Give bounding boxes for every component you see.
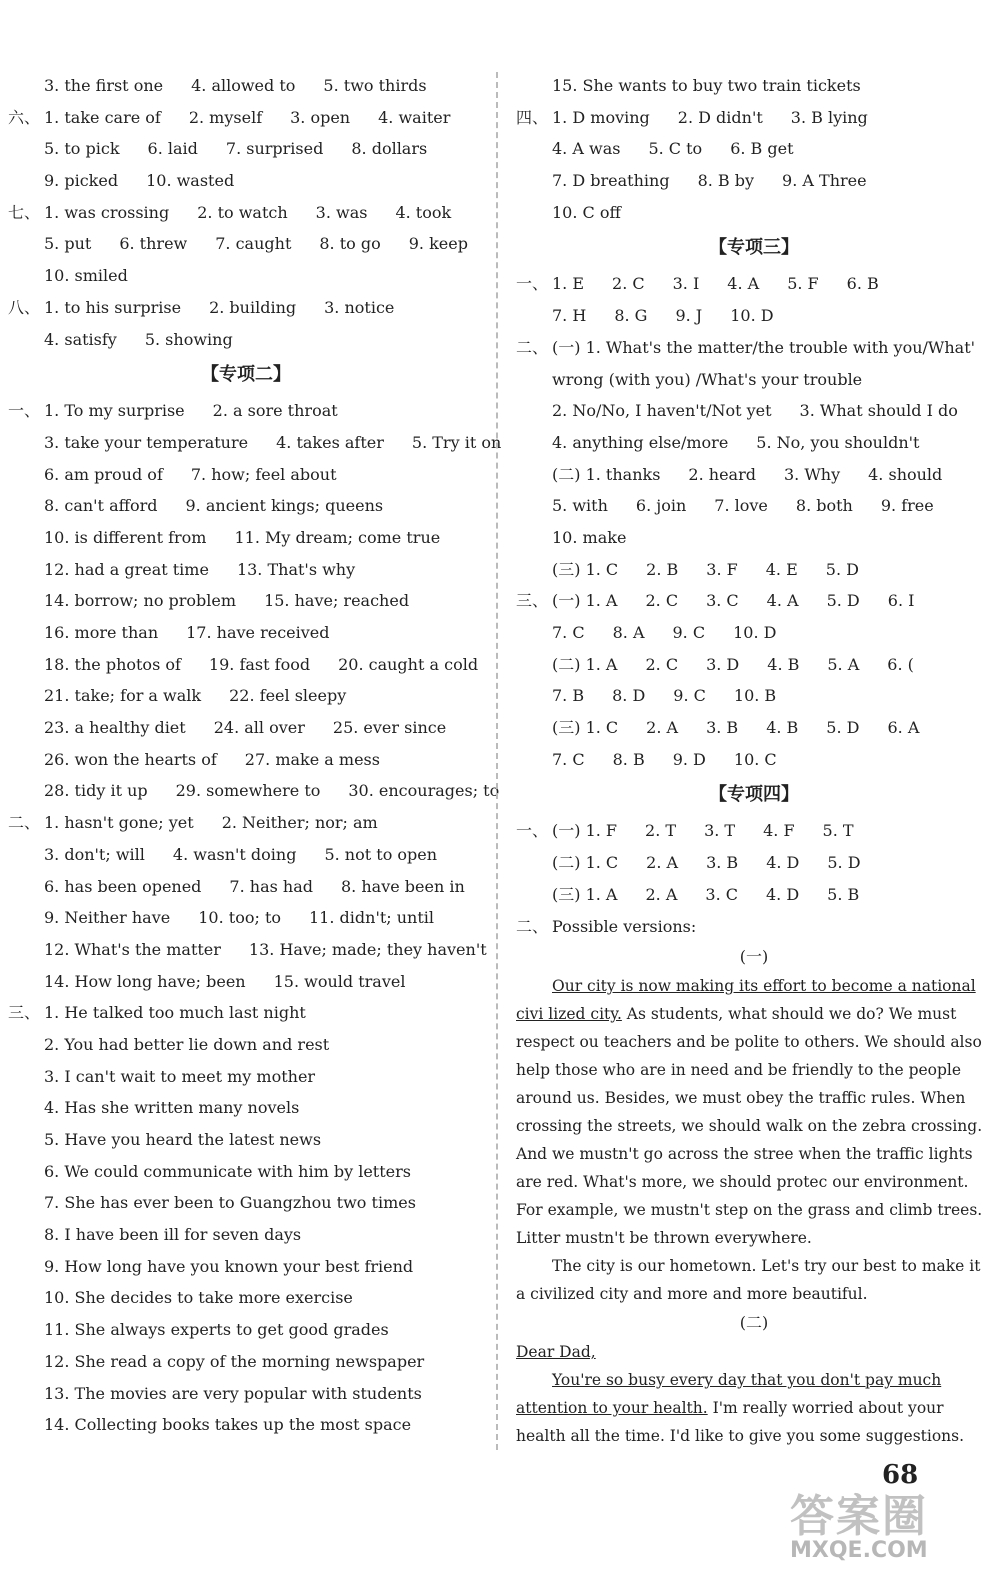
answer-item: 1. hasn't gone; yet [44,813,194,833]
answer-item: 4. allowed to [191,76,296,95]
underlined-sentence: Our city is now making its effort to become a national civi lized city. [516,977,976,1024]
answer-item: 28. tidy it up [44,781,148,801]
answer-line [516,554,992,586]
answer-item: 5. two thirds [323,76,427,95]
answer-item: 6. A [887,718,920,738]
answer-item: 24. all over [213,718,305,738]
answer-line [8,459,484,491]
answer-item: 26. won the hearts of [44,749,217,769]
answer-item: 3. C [705,884,738,904]
section-marker: 六、 [8,107,41,127]
answer-item: 2. building [209,297,297,317]
answer-item: 5. Have you heard the latest news [44,1130,322,1149]
answer-line [8,902,484,934]
answer-line [8,934,487,966]
answer-item: 5. C to [648,139,703,159]
answer-item: 10. C off [552,202,621,222]
answer-item: 3. was [315,202,368,222]
answer-item: 2. A [645,884,678,904]
answer-item: 3. take your temperature [44,432,249,452]
answer-line [8,102,484,134]
section-marker: 一、 [516,821,549,841]
answer-line [516,197,992,229]
answer-line [8,649,484,681]
answer-item: (一) 1. What's the matter/the trouble with you/What' [552,337,976,357]
answer-item: 14. How long have; been [44,971,246,991]
section-marker: 二、 [516,916,549,936]
answer-item: 1. He talked too much last night [44,1003,306,1023]
answer-item: 7. surprised [225,139,324,159]
answer-line [8,522,484,554]
answer-line [8,839,484,871]
answer-line [8,554,484,586]
answer-line [8,1219,484,1251]
answer-item: 2. C [612,274,645,294]
answer-item: 4. E [765,559,798,579]
answer-item: 13. Have; made; they haven't [248,939,487,959]
answer-line [516,490,992,522]
answer-item: 9. Neither have [44,908,171,928]
answer-item: 2. heard [688,464,756,484]
answer-item: 4. anything else/more [552,432,729,452]
section-marker: 三、 [8,1003,41,1023]
answer-line [8,966,484,998]
answer-item: 9. picked [44,171,119,191]
answer-item: 6. ( [887,654,914,674]
answer-item: 5. No, you shouldn't [756,432,920,452]
section-marker: 七、 [8,202,41,222]
answer-item: 8. B by [697,171,755,191]
answer-item: 3. notice [324,297,395,317]
answer-item: 2. C [645,591,679,611]
answer-item: 7. B [552,686,585,706]
answer-item: 5. showing [144,329,233,349]
answer-item: 9. keep [408,234,468,254]
answer-item: 5. T [822,821,854,841]
answer-item: 2. B [646,559,679,579]
answer-line [8,1346,484,1378]
answer-item: 4. A was [552,139,621,159]
answer-line [8,1029,484,1061]
answer-item: 2. a sore throat [212,401,338,421]
answer-line [8,490,484,522]
answer-item: 6. B [846,274,879,294]
answer-item: 10. D [733,623,777,642]
answer-item: 2. to watch [197,202,288,222]
answer-item: 11. My dream; come true [234,527,441,547]
answer-item: 8. B [612,749,645,769]
answer-item: 6. B get [730,139,794,159]
answer-line [8,1314,484,1346]
answer-item: 6. threw [119,234,188,254]
section-heading-4: 【专项四】 [709,784,799,806]
answer-line [8,395,484,427]
answer-item: 3. F [706,559,738,579]
answer-line [516,70,992,102]
answer-line [516,744,992,776]
page-number: 68 [882,1460,919,1490]
answer-block-part1 [8,70,484,355]
answer-item: 10. is different from [44,527,207,547]
answer-line [516,364,992,396]
answer-item: 13. The movies are very popular with students [44,1383,422,1403]
answer-item: 6. has been opened [44,876,202,896]
answer-item: 8. I have been ill for seven days [44,1225,302,1245]
answer-block-part2 [8,395,502,1441]
answer-item: 9. C [672,623,706,642]
answer-item: 23. a healthy diet [44,718,186,738]
answer-item: 15. would travel [273,971,406,991]
answer-item: 7. caught [215,234,292,254]
answer-item: 2. T [645,821,677,841]
essay-two [516,1308,992,1450]
answer-line [8,1156,484,1188]
answer-item: 3. B [706,718,739,738]
answer-item: 12. She read a copy of the morning newspaper [44,1351,425,1371]
answer-item: 8. have been in [341,876,465,896]
answer-line [8,133,484,165]
answer-line [8,585,484,617]
answer-item: 2. You had better lie down and rest [44,1034,330,1054]
answer-line [516,649,992,681]
answer-line [516,332,992,364]
column-divider [496,72,498,1450]
answer-item: 10. C [733,749,777,769]
section-heading-3: 【专项三】 [709,237,799,259]
left-column [8,70,502,1441]
answer-item: 30. encourages; to [348,781,500,801]
answer-item: 7. She has ever been to Guangzhou two times [44,1193,416,1213]
answer-line [8,1251,484,1283]
answer-item: 19. fast food [208,654,311,674]
answer-item: 3. B lying [790,107,868,127]
answer-item: 2. Neither; nor; am [221,813,378,833]
answer-item: 8. both [795,496,853,516]
answer-item: 9. How long have you known your best friend [44,1256,414,1276]
answer-item: 13. That's why [236,559,356,579]
answer-item: 21. take; for a walk [44,686,202,706]
essay-one-paragraph-2: The city is our hometown. Let's try our best to make it a civilized city and more and more beautiful. [516,1257,981,1304]
answer-line [8,1378,484,1410]
answer-item: 27. make a mess [244,749,380,769]
answer-item: 10. wasted [146,171,235,191]
answer-item: 6. I [887,591,915,611]
answer-line [516,712,992,744]
answer-item: 9. J [675,306,703,326]
answer-item: 10. smiled [44,266,128,286]
answer-item: 9. C [673,686,706,706]
answer-item: 3. What should I do [799,401,958,421]
answer-item: 3. open [290,107,351,127]
answer-item: 5. D [827,853,861,873]
answer-item: 4. F [763,821,795,841]
answer-item: 8. D [612,686,646,706]
answer-item: 4. wasn't doing [172,844,297,864]
answer-line [8,617,484,649]
right-column [516,70,992,1450]
answer-item: 7. D breathing [552,171,670,191]
answer-item: 5. B [827,884,860,904]
answer-line [8,997,484,1029]
answer-item: 20. caught a cold [338,654,479,674]
answer-item: 5. put [44,234,92,254]
answer-item: 3. don't; will [44,844,145,864]
answer-item: 5. to pick [44,139,120,159]
answer-item: 7. H [552,306,587,326]
answer-item: 17. have received [186,623,330,642]
answer-item: 9. A Three [782,171,867,191]
answer-line [8,1061,484,1093]
answer-item: 25. ever since [332,718,447,738]
answer-item: 1. take care of [44,107,161,127]
answer-item: 7. how; feel about [190,464,337,484]
answer-item: 4. B [766,718,799,738]
answer-item: 1. D moving [552,107,650,127]
answer-item: 5. A [827,654,860,674]
answer-line [516,585,992,617]
answer-item: 4. A [727,274,760,294]
answer-item: 5. Try it on [411,432,502,452]
answer-item: 5. with [552,496,608,516]
answer-line [8,260,484,292]
answer-line [516,680,992,712]
answer-item: 8. can't afford [44,496,158,516]
answer-item: 6. laid [147,139,198,159]
answer-item: 14. Collecting books takes up the most space [44,1415,412,1435]
answer-item: 11. didn't; until [309,908,435,928]
answer-item: 2. myself [188,107,263,127]
answer-item: 4. should [868,464,943,484]
answer-item: 8. to go [319,234,381,254]
answer-line [516,911,992,943]
answer-line [8,744,484,776]
answer-item: 3. Why [783,464,841,484]
answer-line [8,70,484,102]
answer-item: 5. F [787,274,819,294]
answer-line [8,871,484,903]
answer-line [8,807,484,839]
watermark-logo [790,1480,990,1580]
answer-item: 6. We could communicate with him by letters [44,1161,411,1181]
answer-line [516,300,992,332]
answer-item: (三) 1. A [552,884,618,904]
answer-line [8,292,484,324]
essay-two-paragraph-1 [516,1366,992,1450]
section-marker: 三、 [516,591,549,611]
answer-item: 2. C [645,654,679,674]
answer-item: 1. was crossing [44,202,170,222]
answer-line [8,1124,484,1156]
answer-block-part2-cont [516,70,992,228]
answer-item: 3. T [704,821,736,841]
answer-item: 4. takes after [276,432,384,452]
answer-line [8,1187,484,1219]
answer-item: 2. A [646,853,679,873]
essay-one [516,942,992,1308]
answer-item: 29. somewhere to [175,781,321,801]
answer-item: (二) 1. A [552,654,618,674]
section-marker: 一、 [516,274,549,294]
answer-item: 4. waiter [378,107,451,127]
section-heading-2: 【专项二】 [201,364,291,386]
answer-item: 4. D [765,884,800,904]
answer-item: 7. love [714,496,768,516]
answer-line [8,324,484,356]
watermark-url: MXQE.COM [790,1538,928,1563]
answer-item: 12. had a great time [44,559,209,579]
answer-line [516,102,992,134]
answer-item: 6. am proud of [44,464,163,484]
paragraph-text: I'm really worried about your health all the time. I'd like to give you some suggestions. [516,1399,965,1446]
answer-item: 22. feel sleepy [229,686,347,706]
answer-line [8,1282,484,1314]
answer-item: 4. D [766,853,800,873]
answer-item: 9. D [672,749,706,769]
answer-item: (一) 1. A [552,591,618,611]
essay-two-label: (二) [739,1313,769,1333]
answer-line [8,680,484,712]
essay-one-label: (一) [739,947,769,967]
answer-item: 10. make [552,527,627,547]
answer-line [516,522,992,554]
answer-line [8,197,484,229]
answer-item: 5. D [826,591,860,611]
answer-item: 15. have; reached [264,591,410,611]
answer-item: 9. free [880,496,934,516]
answer-item: 5. not to open [324,844,438,864]
answer-item: 8. dollars [351,139,428,159]
answer-line [8,712,484,744]
answer-line [516,879,992,911]
answer-item: 14. borrow; no problem [44,591,237,611]
letter-greeting [516,1338,992,1366]
answer-line [516,847,992,879]
answer-item: 4. Has she written many novels [44,1098,300,1118]
answer-line [516,268,992,300]
answer-item: 7. C [552,749,585,769]
answer-line [516,133,992,165]
answer-line [8,165,484,197]
section-marker: 二、 [516,337,549,357]
greeting-text: Dear Dad, [516,1343,596,1362]
answer-item: 8. A [612,623,645,642]
answer-item: 2. No/No, I haven't/Not yet [552,401,772,421]
answer-item: 2. A [646,718,679,738]
answer-item: 3. D [706,654,740,674]
answer-item: 10. D [730,306,774,326]
answer-item: (三) 1. C [552,718,619,738]
answer-item: (一) 1. F [552,821,618,841]
answer-item: 16. more than [44,623,159,642]
answer-item: wrong (with you) /What's your trouble [552,369,863,389]
answer-item: 4. B [767,654,800,674]
answer-item: 7. has had [229,876,313,896]
answer-item: (三) 1. C [552,559,619,579]
answer-block-part4 [516,815,992,942]
answer-line [516,815,992,847]
answer-item: 1. E [552,274,585,294]
answer-line [516,459,992,491]
answer-item: 10. too; to [198,908,281,928]
answer-item: 1. to his surprise [44,297,182,317]
answer-line [8,1092,484,1124]
answer-item: 3. I can't wait to meet my mother [44,1066,316,1086]
answer-item: 10. B [733,686,777,706]
answer-item: 1. To my surprise [44,401,185,421]
answer-line [516,427,992,459]
answer-item: 5. D [826,718,860,738]
answer-item: 4. took [395,202,452,222]
answer-item: 11. She always experts to get good grades [44,1320,389,1340]
answer-item: 4. satisfy [44,329,117,349]
answer-item: (二) 1. C [552,853,619,873]
answer-item: 3. I [672,274,700,294]
answer-item: 2. D didn't [677,107,763,127]
section-marker: 二、 [8,813,41,833]
answer-line [516,165,992,197]
answer-line [8,1409,484,1441]
answer-line [8,775,500,807]
answer-block-part3 [516,268,992,775]
answer-item: 15. She wants to buy two train tickets [552,76,861,95]
answer-item: 6. join [635,496,687,516]
answer-item: 3. the first one [44,76,164,95]
answer-line [516,617,992,649]
section-marker: 八、 [8,297,41,317]
answer-item: 3. B [706,853,739,873]
answer-line [516,395,992,427]
section-marker: 四、 [516,107,549,127]
answer-line [8,228,484,260]
essay-one-paragraph-1 [516,972,992,1252]
answer-item: Possible versions: [552,916,697,936]
answer-item: 4. A [766,591,799,611]
answer-line [8,427,502,459]
underlined-sentence: You're so busy every day that you don't pay much attention to your health. [516,1371,942,1418]
paragraph-text: As students, what should we do? We must respect ou teachers and be polite to others. We should also help those who are in need and be friendly to the people around us. Besides, we must obey the traffic rules. When crossing the streets, we should walk on the zebra crossing. And we mustn't go across the stree when the traffic lights are red. What's more, we should protec our environment. For example, we mustn't step on the grass and climb trees. Litter mustn't be thrown everywhere. [516,1005,983,1248]
answer-item: 18. the photos of [44,654,181,674]
answer-item: 9. ancient kings; queens [185,496,384,516]
answer-item: 3. C [706,591,739,611]
answer-item: (二) 1. thanks [552,464,661,484]
section-marker: 一、 [8,401,41,421]
answer-item: 12. What's the matter [44,939,221,959]
answer-item: 10. She decides to take more exercise [44,1288,353,1308]
answer-item: 5. D [825,559,859,579]
answer-item: 8. G [614,306,648,326]
answer-item: 7. C [552,623,585,642]
watermark-logo-text: 答案圈 [790,1491,928,1542]
